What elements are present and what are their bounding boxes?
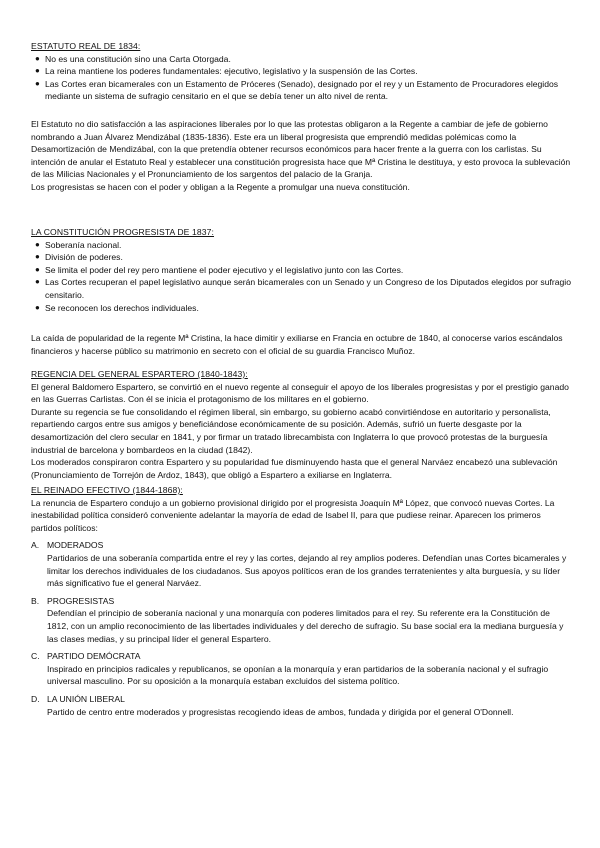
party-name: MODERADOS: [47, 540, 104, 551]
list-item: ● Soberanía nacional.: [35, 239, 122, 250]
estatuto-commentary: [31, 118, 571, 194]
paragraph: El Estatuto no dio satisfacción a las aspiraciones liberales por lo que las protestas obligaron a la Regente a cambiar de jefe de gobierno nombrando a Juan Álvarez Mendizábal (1835-1836). Este era un liberal progresista que emprendió medidas polémicas como la Desamortización de Mendizábal, con la que pretendía obtener recursos económicos para hacer frente a la guerra con los carlistas. Su intención de anular el Estatuto Real y establecer una constitución progresista hace que Mª Cristina le destituya, y esto provoca la sublevación de las Milicias Nacionales y el Pronunciamiento de los sargentos del palacio de la Granja.: [31, 119, 571, 180]
party-description: Partido de centro entre moderados y progresistas recogiendo ideas de ambos, fundada y dirigida por el general O'Donnell.: [47, 706, 514, 717]
party-union-liberal: [31, 693, 571, 718]
list-item: ● La reina mantiene los poderes fundamentales: ejecutivo, legislativo y la suspensión de las Cortes.: [35, 66, 418, 77]
bullet-icon: ●: [35, 252, 40, 262]
list-item: ● Las Cortes recuperan el papel legislativo aunque serán bicamerales con un Senado y un Congreso de los Diputados elegidos por sufragio censitario.: [35, 277, 571, 300]
party-description: Inspirado en principios radicales y republicanos, se oponían a la monarquía y eran partidarios de la soberanía nacional y el sufragio universal masculino. Por su oposición a la monarquía estaban excluidos del sistema político.: [47, 663, 549, 687]
party-description: Partidarios de una soberanía compartida entre el rey y las cortes, dejando al rey amplios poderes. Defendían unas Cortes bicamerales y limitar los derechos individuales de los ciudadanos. Sus apoyos políticos eran de los grandes terratenientes y alta burguesía, y su líder más significativo fue el general Narváez.: [47, 552, 567, 589]
constitucion-bullet-list: [31, 239, 571, 315]
bullet-icon: ●: [35, 53, 40, 63]
paragraph: Durante su regencia se fue consolidando el régimen liberal, sin embargo, su gobierno acabó convirtiéndose en autoritario y personalista, repartiendo cargos entre sus amigos y beneficiándose económicamente de su posición. Además, sufrió un fuerte desgaste por la desamortización del clero secular en 1841, y por firmar un tratado librecambista con Inglaterra lo que provocó protestas de la burguesía industrial de barcelona y bombardeos en la ciudad (1842).: [31, 406, 551, 455]
bullet-icon: ●: [35, 66, 40, 76]
paragraph: Los progresistas se hacen con el poder y obligan a la Regente a promulgar una nueva constitución.: [31, 181, 410, 192]
party-letter: A.: [31, 540, 40, 551]
party-name: PROGRESISTAS: [47, 595, 115, 606]
heading-estatuto-real: ESTATUTO REAL DE 1834:: [31, 41, 141, 51]
bullet-icon: ●: [35, 78, 40, 88]
list-item: ● No es una constitución sino una Carta Otorgada.: [35, 53, 231, 64]
paragraph: Los moderados conspiraron contra Espartero y su popularidad fue disminuyendo hasta que el general Narváez encabezó una sublevación (Pronunciamiento de Torrejón de Ardoz, 1843), que obligó a Espartero a exiliarse en Inglaterra.: [31, 457, 558, 480]
section-regencia-espartero: [31, 368, 571, 481]
constitucion-commentary: [31, 332, 571, 357]
party-name: PARTIDO DEMÓCRATA: [47, 651, 141, 662]
list-item: ● Se reconocen los derechos individuales.: [35, 302, 199, 313]
party-name: LA UNIÓN LIBERAL: [47, 693, 125, 704]
heading-reinado-efectivo: EL REINADO EFECTIVO (1844-1868):: [31, 485, 183, 495]
section-reinado-efectivo: [31, 484, 571, 718]
paragraph: La caída de popularidad de la regente Mª Cristina, la hace dimitir y exiliarse en Francia en octubre de 1840, al conocerse varios escándalos financieros y hacerse público su matrimonio en secreto con el oficial de su guardia Francisco Muñoz.: [31, 333, 563, 356]
bullet-icon: ●: [35, 239, 40, 249]
estatuto-bullet-list: [31, 53, 571, 103]
bullet-icon: ●: [35, 277, 40, 287]
bullet-icon: ●: [35, 302, 40, 312]
list-item: ● Se limita el poder del rey pero mantiene el poder ejecutivo y el legislativo junto con las Cortes.: [35, 264, 404, 275]
list-item: ● División de poderes.: [35, 252, 123, 263]
party-description: Defendían el principio de soberanía nacional y una monarquía con poderes limitados para el rey. Su referente era la Constitución de 1812, con un amplio reconocimiento de las libertades individuales y del derecho de sufragio. Su base social era la mediana burguesía y las clases medias, y su principal líder el general Espartero.: [47, 608, 564, 644]
heading-constitucion-1837: LA CONSTITUCIÓN PROGRESISTA DE 1837:: [31, 227, 215, 237]
paragraph: La renuncia de Espartero condujo a un gobierno provisional dirigido por el progresista Joaquín Mª López, que convocó nuevas Cortes. La inestabilidad política consideró conveniente adelantar la mayoría de edad de Isabel II, para que pudiese reinar. Aparecen los primeros partidos políticos:: [31, 497, 555, 533]
party-democrata: [31, 650, 571, 688]
section-constitucion-1837: [31, 226, 571, 314]
section-estatuto-real: [31, 40, 571, 103]
list-item: ● Las Cortes eran bicamerales con un Estamento de Próceres (Senado), designado por el rey y un Estamento de Procuradores elegidos mediante un sistema de sufragio censitario en el que se debía tener un alto nivel de renta.: [35, 78, 559, 102]
party-letter: B.: [31, 595, 40, 606]
bullet-icon: ●: [35, 264, 40, 274]
party-progresistas: [31, 595, 571, 645]
party-moderados: [31, 539, 571, 589]
paragraph: El general Baldomero Espartero, se convirtió en el nuevo regente al conseguir el apoyo de los liberales progresistas y por el prestigio ganado en las Guerras Carlistas. Con él se inicia el protagonismo de los militares en el gobierno.: [31, 381, 569, 405]
party-letter: C.: [31, 651, 40, 662]
party-letter: D.: [31, 693, 40, 704]
heading-regencia-espartero: REGENCIA DEL GENERAL ESPARTERO (1840-1843):: [31, 369, 248, 379]
